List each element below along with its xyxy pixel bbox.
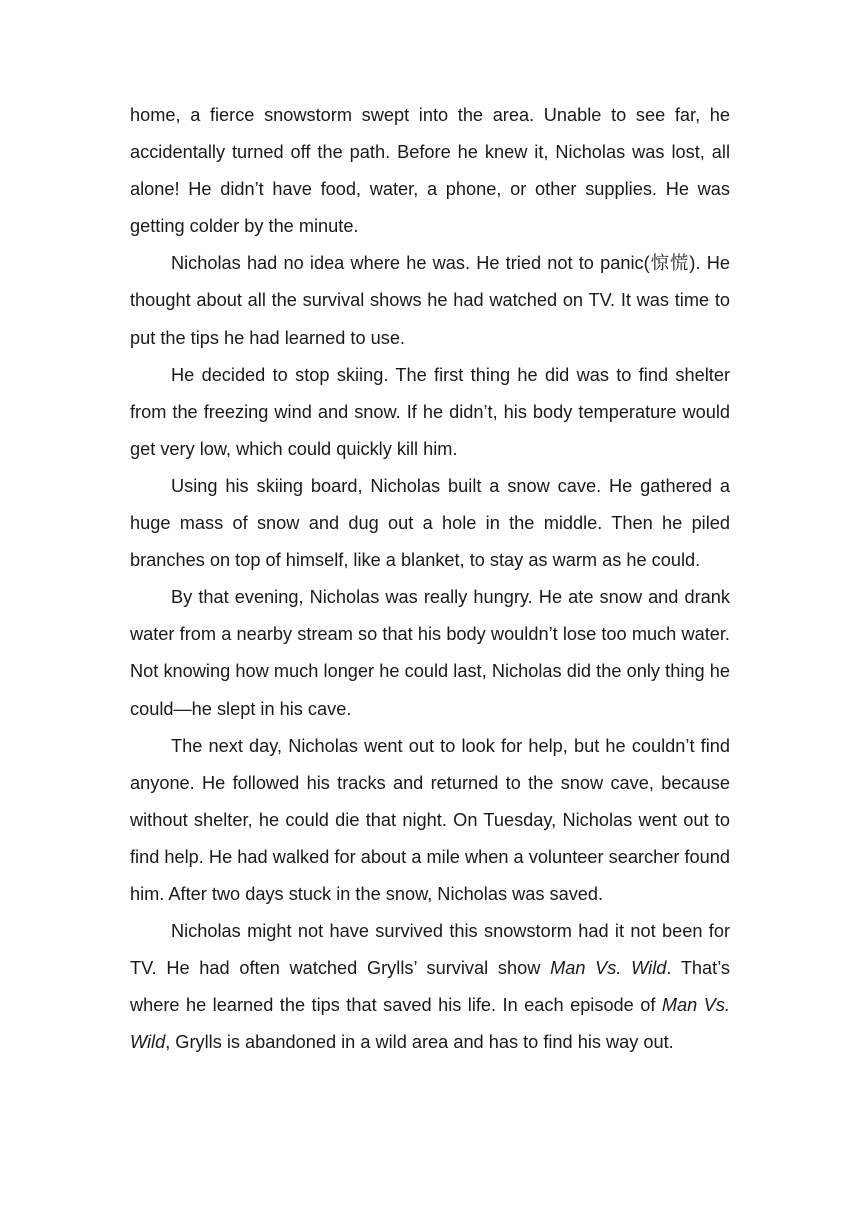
paragraph-3-text: He decided to stop skiing. The first thing he did was to find shelter from the freezing wind and snow. If he didn’t, his body temperature would get very low, which could quickly kill him. (130, 364, 730, 459)
paragraph-1 (130, 97, 730, 245)
paragraph-7-text-part-2: . That’s where he learned the tips that saved his life. In each episode of (130, 958, 731, 1016)
paragraph-6 (130, 728, 730, 913)
paragraph-5 (130, 579, 730, 727)
paragraph-1-text: home, a fierce snowstorm swept into the area. Unable to see far, he accidentally turned off the path. Before he knew it, Nicholas was lost, all alone! He didn’t have food, water, a phone, or other supplies. He was getting colder by the minute. (130, 105, 730, 237)
paragraph-2 (130, 245, 730, 356)
show-title-italic: Man Vs. Wild (550, 958, 667, 979)
paragraph-4-text: Using his skiing board, Nicholas built a snow cave. He gathered a huge mass of snow and dug out a hole in the middle. Then he piled branches on top of himself, like a blanket, to stay as warm as he could. (130, 475, 730, 571)
paragraph-4 (130, 468, 730, 579)
paragraph-7-text-part-3: , Grylls is abandoned in a wild area and has to find his way out. (165, 1032, 674, 1053)
paragraph-5-text: By that evening, Nicholas was really hungry. He ate snow and drank water from a nearby stream so that his body wouldn’t lose too much water. Not knowing how much longer he could last, Nicholas did the only thing he could—he slept in his cave. (130, 587, 730, 719)
paragraph-3 (130, 357, 730, 468)
document-body (130, 97, 730, 1061)
paragraph-6-text: The next day, Nicholas went out to look for help, but he couldn’t find anyone. He followed his tracks and returned to the snow cave, because without shelter, he could die that night. On Tuesday, Nicholas went out to find help. He had walked for about a mile when a volunteer searcher found him. After two days stuck in the snow, Nicholas was saved. (130, 735, 730, 904)
paragraph-7-text-part-1: Nicholas might not have survived this snowstorm had it not been for TV. He had often watched Grylls’ survival show (130, 921, 730, 979)
paragraph-7 (130, 913, 730, 1061)
paragraph-2-text: Nicholas had no idea where he was. He tried not to panic(惊慌). He thought about all the survival shows he had watched on TV. It was time to put the tips he had learned to use. (130, 253, 730, 348)
show-title-italic: Man Vs. Wild (130, 995, 730, 1053)
